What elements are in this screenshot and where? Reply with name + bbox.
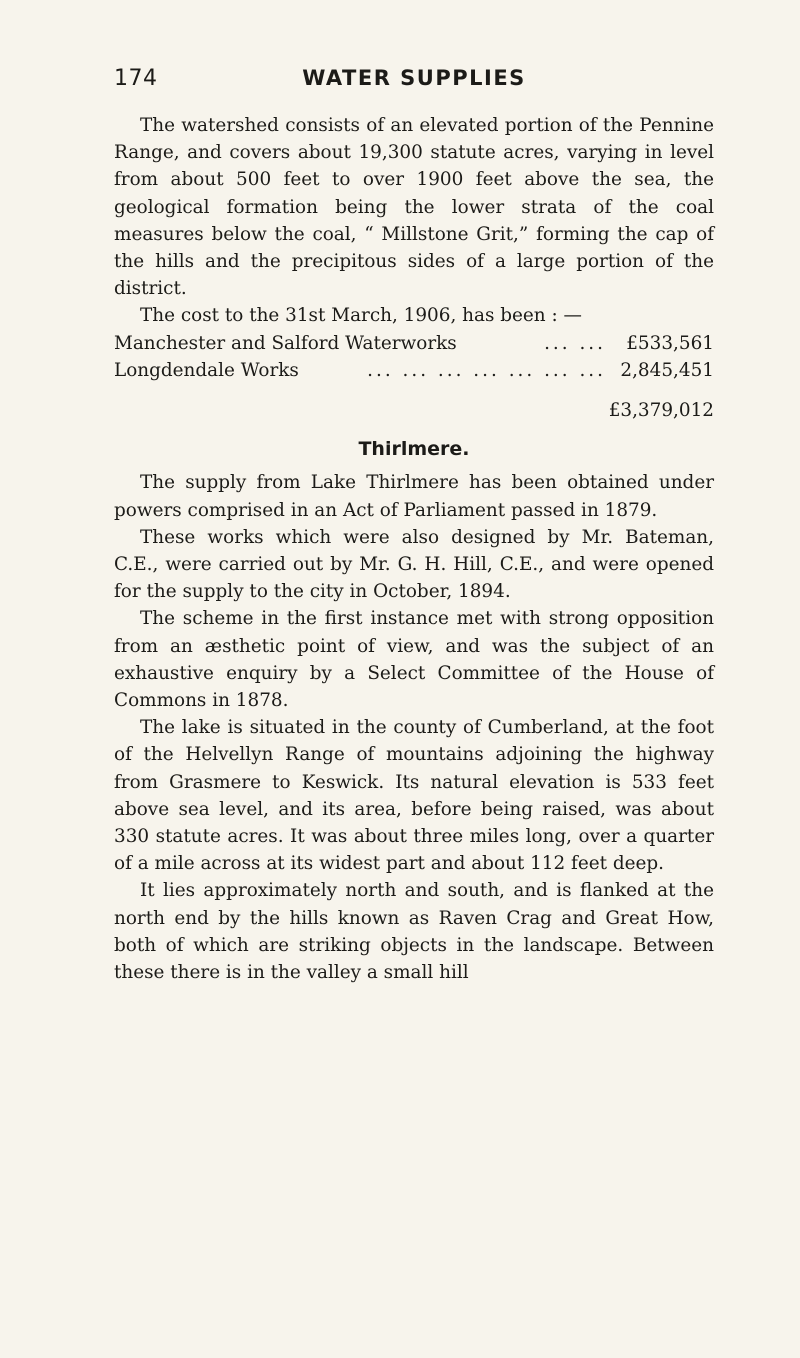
- paragraph-watershed: The watershed consists of an elevated portion of the Pennine Range, and covers about 19,300 statute acres, varying in level from about 500 feet to over 1900 feet above the sea, the geological formation being the lower strata of the coal measures below the coal, “ Millstone Grit,” forming the cap of the hills and the precipitous sides of a large portion of the district.: [114, 115, 714, 300]
- paragraph-lake: The lake is situated in the county of Cumberland, at the foot of the Helvellyn Range of mountains adjoining the highway from Grasmere to Keswick. Its natural elevation is 533 feet above sea level, and its area, before being raised, was about 330 statute acres. It was about three miles long, over a quarter of a mile across at its widest part and about 112 feet deep.: [114, 717, 714, 875]
- dot-leader: ... ...: [544, 332, 606, 354]
- cost-label: Longdendale Works: [114, 359, 299, 381]
- paragraph-opposition: The scheme in the first instance met with strong opposition from an æsthetic point of view, and was the subject of an exhaustive enquiry by a Select Committee of the House of Commons in 1878.: [114, 608, 714, 712]
- cost-total: £3,379,012: [608, 400, 714, 422]
- body-text: [114, 112, 714, 986]
- section-heading: Thirlmere.: [358, 438, 470, 461]
- running-head: [114, 66, 714, 100]
- cost-row: [114, 330, 714, 357]
- running-title: WATER SUPPLIES: [302, 66, 526, 90]
- cost-amount: £533,561: [626, 332, 714, 354]
- cost-total-row: [114, 397, 714, 424]
- dot-leader: ... ... ... ... ... ... ...: [367, 359, 606, 381]
- paragraph-supply: The supply from Lake Thirlmere has been obtained under powers comprised in an Act of Parliament passed in 1879.: [114, 472, 714, 521]
- cost-table: [114, 330, 714, 425]
- cost-amount: 2,845,451: [620, 359, 714, 381]
- paragraph-works: These works which were also designed by Mr. Bateman, C.E., were carried out by Mr. G. H. Hill, C.E., and were opened for the supply to the city in October, 1894.: [114, 526, 714, 603]
- cost-row: [114, 357, 714, 384]
- page-number: 174: [114, 66, 158, 91]
- cost-label: Manchester and Salford Waterworks: [114, 332, 457, 354]
- paragraph-location: It lies approximately north and south, and is flanked at the north end by the hills known as Raven Crag and Great How, both of which are striking objects in the landscape. Between these there is in the valley a small hill: [114, 880, 714, 984]
- paragraph-cost-intro: The cost to the 31st March, 1906, has been : —: [140, 305, 582, 327]
